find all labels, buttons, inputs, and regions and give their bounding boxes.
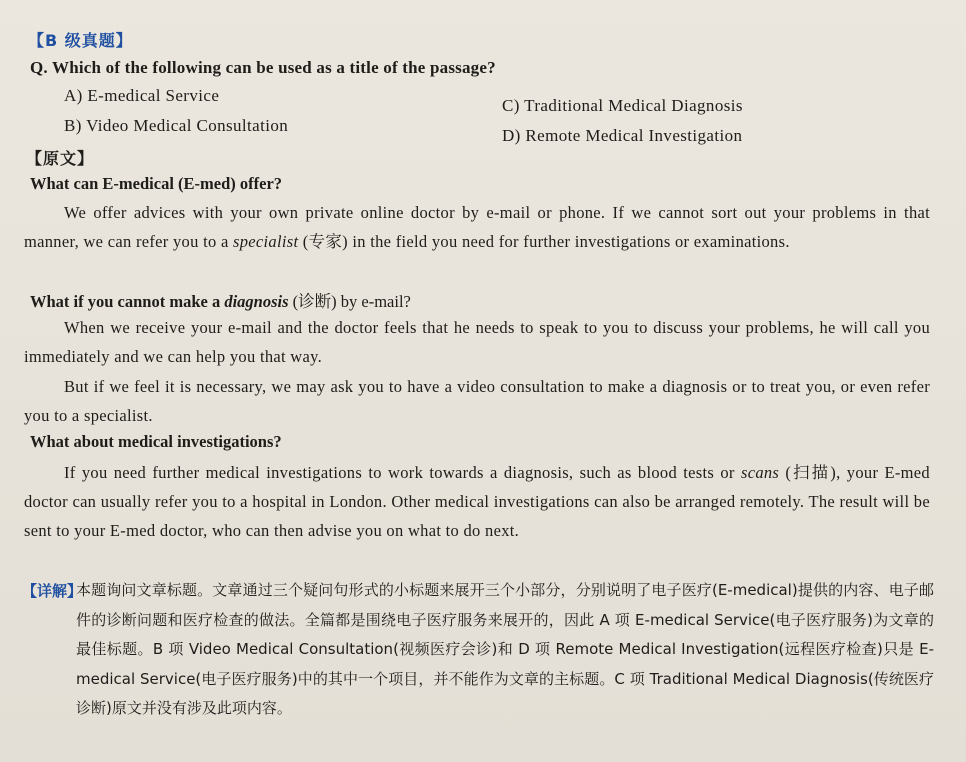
paragraph-3: But if we feel it is necessary, we may ask you to have a video consultation to make a diagnosis or to treat you, or even refer you to a specialist. [24, 377, 930, 425]
paragraph-2: When we receive your e-mail and the doctor feels that he needs to speak to you to discuss your problems, he will call you immediately and we can help you that way. [24, 318, 930, 366]
explanation-text: 本题询问文章标题。文章通过三个疑问句形式的小标题来展开三个小部分，分别说明了电子医疗(E-medical)提供的内容、电子邮件的诊断问题和医疗检查的做法。全篇都是围绕电子医疗服务来展开的，因此 A 项 E-medical Service(电子医疗服务)为文章的最佳标题。B 项 Video Medical Consultation(视频医疗会诊)和 D 项 Remote Medical Investigation(远程医疗检查)只是 E-medical Service(电子医疗服务)中的其中一个项目，并不能作为文章的主标题。C 项 Traditional Medical Diagnosis(传统医疗诊断)原文并没有涉及此项内容。 [76, 581, 934, 717]
option-c: C) Traditional Medical Diagnosis [502, 96, 743, 115]
paragraph-4: If you need further medical investigations to work towards a diagnosis, such as blood tests or scans (扫描), your E-med doctor can usually refer you to a hospital in London. Other medical investigations can also be arranged remotely. The result will be sent to your E-med doctor, who can then advise you on what to do next. [24, 463, 930, 540]
question-text: Q. Which of the following can be used as a title of the passage? [30, 58, 496, 77]
option-b: B) Video Medical Consultation [64, 116, 289, 135]
section-heading-2: What if you cannot make a diagnosis (诊断) by e-mail? [30, 292, 411, 311]
original-text-tag: 【原文】 [26, 149, 95, 168]
option-d: D) Remote Medical Investigation [502, 126, 743, 145]
level-tag: 【B 级真题】 [28, 31, 133, 50]
option-a: A) E-medical Service [64, 86, 220, 105]
paragraph-1: We offer advices with your own private online doctor by e-mail or phone. If we cannot sort out your problems in that manner, we can refer you to a specialist (专家) in the field you need for further investigations or examinations. [24, 203, 930, 251]
section-heading-3: What about medical investigations? [30, 432, 282, 451]
term-scans: scans [740, 463, 780, 482]
term-specialist: specialist [233, 232, 299, 251]
explanation-tag: 【详解】 [22, 582, 83, 600]
section-heading-1: What can E-medical (E-med) offer? [30, 174, 283, 193]
